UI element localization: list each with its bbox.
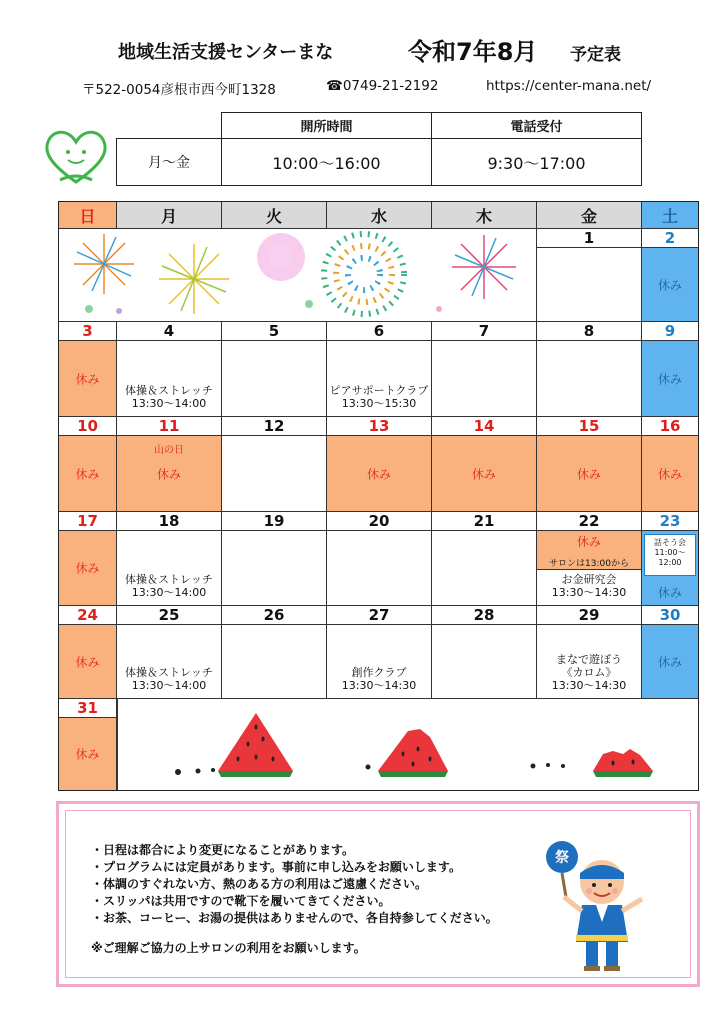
phone-hours: 9:30～17:00 — [431, 138, 642, 186]
day-16-cell: 休み — [642, 436, 698, 512]
day-28-cell — [432, 625, 537, 699]
event-exercise: 体操＆ストレッチ 13:30～14:00 — [125, 384, 213, 410]
date-23: 23 — [642, 512, 698, 531]
date-15: 15 — [537, 417, 642, 436]
day-27-cell — [327, 625, 432, 699]
day-20-cell — [327, 531, 432, 606]
day-15-cell: 休み — [537, 436, 642, 512]
date-13: 13 — [327, 417, 432, 436]
event-exercise: 体操＆ストレッチ 13:30～14:00 — [125, 666, 213, 692]
day-25-cell — [117, 625, 222, 699]
date-6: 6 — [327, 322, 432, 341]
day-10-cell: 休み — [59, 436, 117, 512]
date-21: 21 — [432, 512, 537, 531]
day-24-cell: 休み — [59, 625, 117, 699]
event-money-study: お金研究会 13:30～14:30 — [551, 573, 627, 599]
partial-closed: 休み サロンは13:00から — [537, 531, 641, 570]
note-2: ・プログラムには定員があります。事前に申し込みをお願いします。 — [91, 860, 461, 874]
date-10: 10 — [59, 417, 117, 436]
day-6-cell — [327, 341, 432, 417]
fireworks-illustration — [59, 229, 537, 322]
notes-box — [56, 801, 700, 987]
calendar — [58, 201, 699, 791]
day-31-cell: 休み — [59, 718, 117, 790]
date-25: 25 — [117, 606, 222, 625]
day-12-cell — [222, 436, 327, 512]
open-hours: 10:00～16:00 — [221, 138, 432, 186]
day-14-cell: 休み — [432, 436, 537, 512]
day-23-cell: 話そう会 11:00～ 12:00 休み — [642, 531, 698, 606]
fireworks-icon — [59, 229, 536, 321]
closed-label: 休み — [75, 372, 100, 386]
note-1: ・日程は都合により変更になることがあります。 — [91, 843, 355, 857]
day-1-cell — [537, 248, 642, 322]
day-18-cell — [117, 531, 222, 606]
weekday-fri: 金 — [537, 202, 642, 229]
hours-table — [116, 112, 642, 186]
date-28: 28 — [432, 606, 537, 625]
weekday-wed: 水 — [327, 202, 432, 229]
date-2: 2 — [642, 229, 698, 248]
date-19: 19 — [222, 512, 327, 531]
org-name: 地域生活支援センターまな — [118, 42, 334, 63]
day-29-cell — [537, 625, 642, 699]
month-title: 令和7年8月 — [408, 38, 538, 66]
day-9-cell: 休み — [642, 341, 698, 417]
day-5-cell — [222, 341, 327, 417]
watermelon-slice-2 — [378, 729, 448, 777]
day-22-cell — [537, 531, 642, 606]
weekday-sun: 日 — [59, 202, 117, 229]
date-3: 3 — [59, 322, 117, 341]
day-3-cell — [59, 341, 117, 417]
day-2-cell — [642, 248, 698, 322]
date-31: 31 — [59, 699, 117, 718]
date-29: 29 — [537, 606, 642, 625]
date-7: 7 — [432, 322, 537, 341]
event-peer-support: ピアサポートクラブ 13:30～15:30 — [329, 384, 429, 410]
date-30: 30 — [642, 606, 698, 625]
address: 〒522-0054彦根市西今町1328 — [82, 82, 276, 98]
date-17: 17 — [59, 512, 117, 531]
date-26: 26 — [222, 606, 327, 625]
date-22: 22 — [537, 512, 642, 531]
watermelon-slice-3 — [593, 749, 653, 777]
day-30-cell: 休み — [642, 625, 698, 699]
day-8-cell — [537, 341, 642, 417]
phone: ☎0749-21-2192 — [326, 78, 439, 94]
watermelon-icon — [118, 699, 697, 789]
day-26-cell — [222, 625, 327, 699]
salon-note: サロンは13:00から — [549, 559, 629, 569]
date-27: 27 — [327, 606, 432, 625]
weekday-thu: 木 — [432, 202, 537, 229]
date-11: 11 — [117, 417, 222, 436]
day-11-cell: 山の日 休み — [117, 436, 222, 512]
event-creative-club: 創作クラブ 13:30～14:30 — [341, 666, 417, 692]
holiday-name: 山の日 — [154, 445, 184, 456]
weekday-sat: 土 — [642, 202, 698, 229]
weekday-tue: 火 — [222, 202, 327, 229]
website-url: https://center-mana.net/ — [486, 78, 652, 94]
note-closing: ※ご理解ご協力の上サロンの利用をお願いします。 — [91, 941, 366, 955]
day-17-cell: 休み — [59, 531, 117, 606]
date-16: 16 — [642, 417, 698, 436]
note-4: ・スリッパは共用ですので靴下を履いてきてください。 — [91, 894, 391, 908]
date-18: 18 — [117, 512, 222, 531]
date-9: 9 — [642, 322, 698, 341]
day-21-cell — [432, 531, 537, 606]
weekday-mon: 月 — [117, 202, 222, 229]
date-20: 20 — [327, 512, 432, 531]
day-19-cell — [222, 531, 327, 606]
watermelon-illustration — [117, 699, 698, 790]
event-exercise: 体操＆ストレッチ 13:30～14:00 — [125, 573, 213, 599]
date-14: 14 — [432, 417, 537, 436]
hours-days: 月～金 — [116, 138, 222, 186]
note-3: ・体調のすぐれない方、熱のある方の利用はご遠慮ください。 — [91, 877, 428, 891]
event-play-carrom: まなで遊ぼう 《カロム》 13:30～14:30 — [551, 653, 627, 692]
watermelon-slice-1 — [218, 713, 293, 777]
schedule-label: 予定表 — [570, 45, 621, 65]
date-12: 12 — [222, 417, 327, 436]
open-hours-header: 開所時間 — [221, 112, 432, 139]
day-13-cell: 休み — [327, 436, 432, 512]
date-5: 5 — [222, 322, 327, 341]
date-1: 1 — [537, 229, 642, 248]
closed-label: 休み — [657, 278, 682, 292]
heart-logo-icon — [40, 124, 112, 188]
day-7-cell — [432, 341, 537, 417]
phone-hours-header: 電話受付 — [431, 112, 642, 139]
note-5: ・お茶、コーヒー、お湯の提供はありませんので、各自持参してください。 — [91, 911, 498, 925]
festival-fan-label: 祭 — [555, 850, 569, 866]
date-8: 8 — [537, 322, 642, 341]
date-4: 4 — [117, 322, 222, 341]
event-talk: 話そう会 11:00～ 12:00 — [644, 534, 696, 576]
day-4-cell — [117, 341, 222, 417]
date-24: 24 — [59, 606, 117, 625]
